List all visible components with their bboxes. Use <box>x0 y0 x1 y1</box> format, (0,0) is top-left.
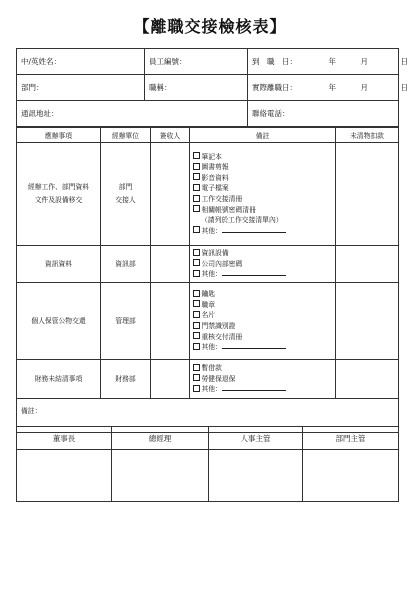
checkbox-option[interactable] <box>193 162 335 173</box>
option-label: 公司內部密碼 <box>201 259 243 268</box>
item-cell <box>17 283 101 360</box>
checkbox-option-other[interactable] <box>193 384 335 395</box>
option-label: 資訊設備 <box>201 249 229 258</box>
table-row <box>17 246 399 283</box>
checkbox-icon[interactable] <box>193 270 200 277</box>
deduction-cell[interactable] <box>336 283 399 360</box>
unit-text: 部門 <box>118 183 133 191</box>
header-cell: 應辦事項 <box>17 128 101 143</box>
checkbox-icon[interactable] <box>193 163 200 170</box>
option-label: 其他： <box>201 385 222 394</box>
table-header-row <box>17 128 399 143</box>
checkbox-option[interactable] <box>193 248 335 259</box>
signer-cell[interactable] <box>151 143 190 246</box>
checkbox-option[interactable] <box>193 332 335 343</box>
table-row <box>17 283 399 360</box>
item-text: 資訊資料 <box>44 259 73 268</box>
signature-title: 總經理 <box>112 427 209 450</box>
checkbox-icon[interactable] <box>193 385 200 392</box>
phone-field[interactable] <box>248 101 399 127</box>
signature-table <box>16 426 399 502</box>
checkbox-option[interactable] <box>193 289 335 300</box>
checkbox-icon[interactable] <box>193 300 200 307</box>
checkbox-icon[interactable] <box>193 322 200 329</box>
checkbox-icon[interactable] <box>193 332 200 339</box>
signer-cell[interactable] <box>151 246 190 283</box>
option-label: 其他： <box>201 270 222 279</box>
unit-text: 管理部 <box>115 316 136 325</box>
unit-cell <box>101 246 151 283</box>
department-field[interactable] <box>17 75 145 101</box>
remarks-label: 備註： <box>21 407 42 415</box>
unit-cell <box>101 283 151 360</box>
checkbox-option[interactable] <box>193 259 335 270</box>
checkbox-option[interactable] <box>193 194 335 205</box>
other-blank-line[interactable] <box>222 384 286 391</box>
note-cell <box>190 283 336 360</box>
signature-box[interactable] <box>303 450 399 502</box>
header-cell: 簽收人 <box>151 128 190 143</box>
other-blank-line[interactable] <box>222 269 286 276</box>
leave-date-field[interactable] <box>248 75 408 101</box>
option-label: 門禁識別證 <box>201 322 236 330</box>
checkbox-icon[interactable] <box>193 290 200 297</box>
checkbox-icon[interactable] <box>193 343 200 350</box>
checkbox-option-other[interactable] <box>193 226 335 237</box>
checkbox-icon[interactable] <box>193 364 200 371</box>
checkbox-icon[interactable] <box>193 184 200 191</box>
unit-text: 資訊部 <box>115 259 136 268</box>
arrival-year-label: 年 <box>328 57 336 66</box>
checkbox-icon[interactable] <box>193 226 200 233</box>
option-label: 勞健保退保 <box>201 374 236 383</box>
signature-title: 人事主管 <box>209 427 303 450</box>
item-text: 文件及設備移交 <box>34 196 83 204</box>
phone-label: 聯絡電話： <box>252 109 290 118</box>
header-cell: 未清物扣款 <box>336 128 399 143</box>
checkbox-icon[interactable] <box>193 152 200 159</box>
arrival-month-label: 月 <box>360 57 368 66</box>
checkbox-icon[interactable] <box>193 205 200 212</box>
name-label: 中/英姓名： <box>21 57 62 66</box>
unit-text: 財務部 <box>115 374 136 383</box>
deduction-cell[interactable] <box>336 143 399 246</box>
employee-number-field[interactable] <box>145 49 248 75</box>
arrival-date-label: 到 職 日： <box>252 57 297 66</box>
option-label: 相關帳號密碼清冊 <box>201 205 256 214</box>
address-field[interactable] <box>17 101 248 127</box>
item-cell <box>17 360 101 399</box>
note-cell <box>190 143 336 246</box>
table-row <box>17 360 399 399</box>
signature-header-row <box>17 427 399 450</box>
signature-box[interactable] <box>209 450 303 502</box>
option-label: 其他： <box>201 226 222 235</box>
signer-cell[interactable] <box>151 360 190 399</box>
other-blank-line[interactable] <box>222 342 286 349</box>
checkbox-icon[interactable] <box>193 195 200 202</box>
unit-cell <box>101 143 151 246</box>
option-label: 鑰匙 <box>201 290 216 299</box>
checkbox-option-other[interactable] <box>193 342 335 353</box>
checkbox-option[interactable] <box>193 183 335 194</box>
note-cell <box>190 360 336 399</box>
leave-year-label: 年 <box>328 83 336 92</box>
checkbox-option[interactable] <box>193 374 335 385</box>
item-text: 財務未結清事項 <box>34 374 83 383</box>
signer-cell[interactable] <box>151 283 190 360</box>
other-blank-line[interactable] <box>222 226 286 233</box>
option-label: 筆記本 <box>201 152 222 161</box>
name-field[interactable] <box>17 49 145 75</box>
checkbox-icon[interactable] <box>193 311 200 318</box>
signature-title: 董事長 <box>17 427 112 450</box>
option-label: 電子檔案 <box>201 184 229 193</box>
checkbox-icon[interactable] <box>193 249 200 256</box>
checkbox-option[interactable] <box>193 205 335 216</box>
header-cell: 備註 <box>190 128 336 143</box>
position-field[interactable] <box>145 75 248 101</box>
leave-date-label: 實際離職日： <box>252 83 297 92</box>
checkbox-option[interactable] <box>193 321 335 332</box>
item-text: 經辦工作、部門資料 <box>27 183 90 191</box>
checkbox-option[interactable] <box>193 300 335 311</box>
deduction-cell[interactable] <box>336 360 399 399</box>
unit-text: 交接人 <box>115 196 136 204</box>
option-label: 其他： <box>201 343 222 352</box>
item-cell <box>17 143 101 246</box>
option-label: 圖書剪報 <box>201 163 229 172</box>
table-row <box>17 143 399 246</box>
arrival-day-label: 日 <box>400 57 408 66</box>
employee-number-label: 員工編號： <box>149 57 187 66</box>
department-label: 部門： <box>21 83 44 92</box>
leave-month-label: 月 <box>360 83 368 92</box>
position-label: 職稱： <box>149 83 172 92</box>
form-title: 【離職交接檢核表】 <box>133 17 287 36</box>
checkbox-option[interactable] <box>193 152 335 163</box>
option-label: 職章 <box>201 300 216 309</box>
item-text: 個人保管公物交還 <box>31 316 86 325</box>
personal-info-table <box>16 48 408 127</box>
checkbox-option[interactable] <box>193 173 335 184</box>
handover-items-table <box>16 127 399 433</box>
option-label: 暫借款 <box>201 364 222 373</box>
checkbox-option-other[interactable] <box>193 269 335 280</box>
note-cell <box>190 246 336 283</box>
checkbox-icon[interactable] <box>193 173 200 180</box>
option-label: 影音資料 <box>201 173 229 182</box>
unit-cell <box>101 360 151 399</box>
checkbox-icon[interactable] <box>193 374 200 381</box>
checkbox-option[interactable] <box>193 363 335 374</box>
header-cell: 經辦單位 <box>101 128 151 143</box>
arrival-date-field[interactable] <box>248 49 408 75</box>
signature-space-row <box>17 450 399 502</box>
address-label: 通訊地址： <box>21 109 59 118</box>
item-cell <box>17 246 101 283</box>
signature-title: 部門主管 <box>303 427 399 450</box>
leave-day-label: 日 <box>400 83 408 92</box>
option-label: 工作交接清冊 <box>201 195 243 203</box>
option-label: 重核交付清冊 <box>201 332 243 341</box>
signature-box[interactable] <box>17 450 112 502</box>
option-label: 名片 <box>201 311 216 320</box>
deduction-cell[interactable] <box>336 246 399 283</box>
checkbox-option[interactable] <box>193 310 335 321</box>
checkbox-icon[interactable] <box>193 259 200 266</box>
option-note: （請列於工作交接清單內） <box>201 216 283 225</box>
signature-box[interactable] <box>112 450 209 502</box>
